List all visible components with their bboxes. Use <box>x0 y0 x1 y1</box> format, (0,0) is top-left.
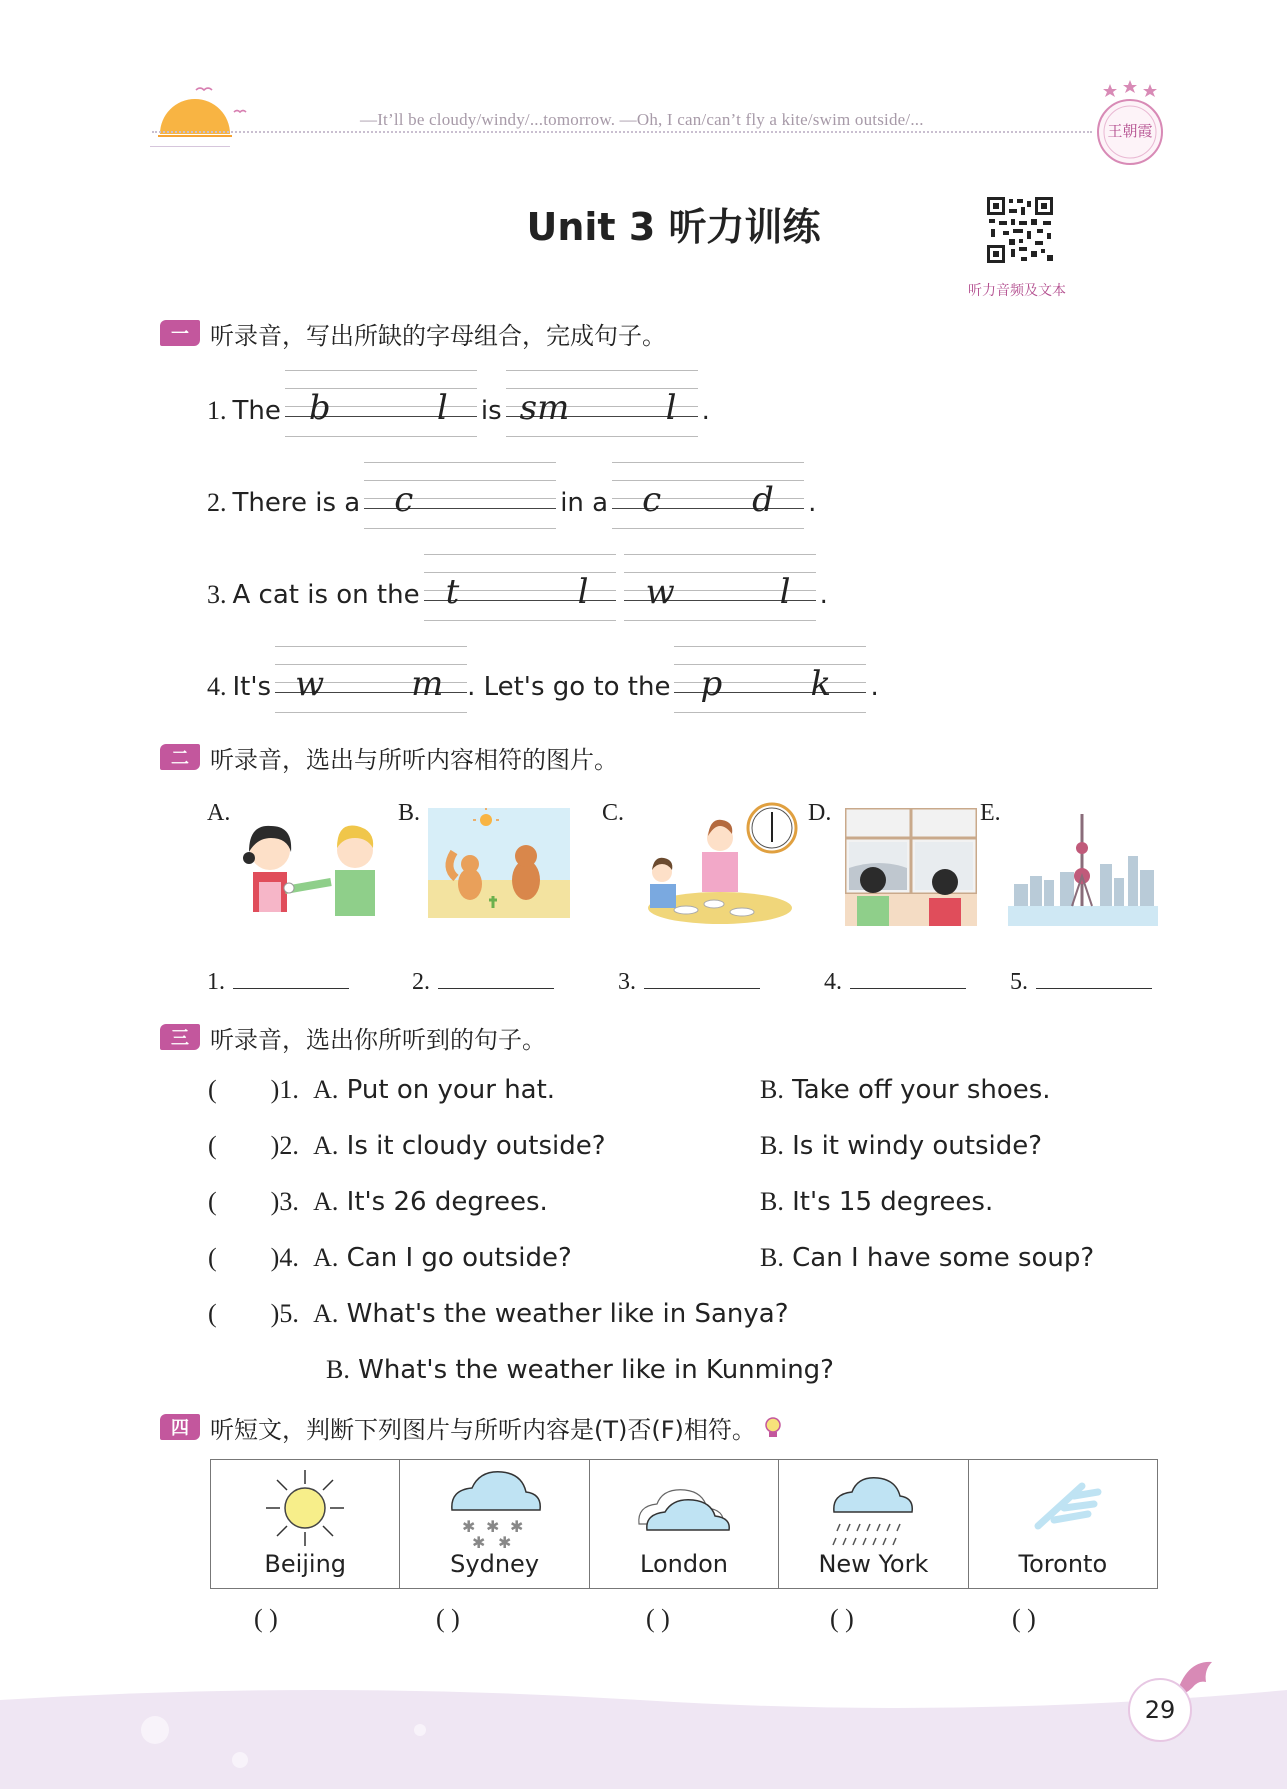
p1-text: There is a <box>232 488 361 518</box>
p1-text: . Let's go to the <box>467 672 671 702</box>
p1-period: . <box>819 580 828 610</box>
section-1-header <box>160 318 666 348</box>
birds-icon <box>190 82 250 122</box>
item-num: )2. <box>270 1131 299 1160</box>
section-1-badge: 一 <box>160 320 200 346</box>
picture-d-window-snow[interactable] <box>845 808 977 926</box>
answer-blank-5[interactable] <box>1010 966 1152 996</box>
p3-item-1 <box>208 1075 555 1105</box>
option-b-label: B. <box>760 1243 784 1272</box>
answer-num: 2. <box>412 969 430 995</box>
section-3-instruction: 听录音，选出你所听到的句子。 <box>210 1025 546 1054</box>
option-b-label: B. <box>760 1187 784 1216</box>
p1-text: The <box>232 396 281 426</box>
city-name: Sydney <box>450 1550 540 1578</box>
lightbulb-icon <box>762 1415 784 1439</box>
p3-item-4-b <box>760 1243 1094 1273</box>
p1-blank[interactable] <box>424 554 616 620</box>
option-a-label: A. <box>313 1243 339 1272</box>
svg-text:✱: ✱ <box>509 1517 524 1536</box>
city-name: London <box>640 1550 728 1578</box>
windy-icon <box>1008 1468 1118 1550</box>
p1-period: . <box>870 672 879 702</box>
option-b-label: B. <box>760 1075 784 1104</box>
paren-open[interactable]: ( <box>208 1075 217 1104</box>
p3-item-3-b <box>760 1187 993 1217</box>
p1-num: 3. <box>207 580 227 609</box>
svg-text:✱: ✱ <box>471 1533 486 1550</box>
p1-blank[interactable] <box>612 462 804 528</box>
city-name: Toronto <box>1018 1550 1108 1578</box>
option-b-label: B. <box>760 1131 784 1160</box>
item-num: )4. <box>270 1243 299 1272</box>
p3-item-4 <box>208 1243 572 1273</box>
pic-label-d: D. <box>808 800 832 826</box>
p3-item-2 <box>208 1131 606 1161</box>
weather-cell-sydney <box>400 1460 589 1588</box>
item-num: )5. <box>270 1299 299 1328</box>
option-a-label: A. <box>313 1075 339 1104</box>
answer-line[interactable] <box>850 966 966 989</box>
paren-open[interactable]: ( <box>208 1131 217 1160</box>
answer-line[interactable] <box>644 966 760 989</box>
handwritten-letter: l <box>436 388 448 428</box>
handwritten-letter: k <box>810 664 832 704</box>
answer-num: 1. <box>207 969 225 995</box>
snowy-icon <box>440 1468 550 1550</box>
cloudy-icon <box>629 1468 739 1550</box>
handwritten-letter: m <box>411 664 444 704</box>
sunny-icon <box>260 1468 350 1550</box>
city-name: New York <box>818 1550 929 1578</box>
weather-cell-beijing <box>211 1460 400 1588</box>
item-num: )3. <box>270 1187 299 1216</box>
paren-open[interactable]: ( <box>208 1187 217 1216</box>
option-a-text[interactable]: Put on your hat. <box>346 1075 556 1105</box>
p1-num: 4. <box>207 672 227 701</box>
header-dotted-line <box>152 131 1092 133</box>
qr-code[interactable] <box>985 195 1055 265</box>
header-motto: —It’ll be cloudy/windy/...tomorrow. —Oh, I can/can’t fly a kite/swim outside/... <box>360 110 924 129</box>
weather-table <box>210 1459 1158 1589</box>
handwritten-letter: l <box>779 572 791 612</box>
p1-period: . <box>701 396 710 426</box>
p1-blank[interactable] <box>275 646 467 712</box>
option-b-label: B. <box>326 1355 350 1384</box>
sun-water-line <box>150 146 230 147</box>
option-a-label: A. <box>313 1131 339 1160</box>
p1-sentence-1 <box>207 370 710 436</box>
p1-text: It's <box>232 672 272 702</box>
page-title: Unit 3 听力训练 <box>526 205 821 249</box>
paren-open[interactable]: ( <box>208 1243 217 1272</box>
section-4-instruction: 听短文，判断下列图片与所听内容是(T)否(F)相符。 <box>210 1415 756 1444</box>
handwritten-letter: w <box>295 664 325 704</box>
handwritten-letter: b <box>308 388 331 428</box>
weather-cell-new-york <box>779 1460 968 1588</box>
picture-a-children[interactable] <box>225 812 395 922</box>
p3-item-5 <box>208 1299 789 1329</box>
option-b-text[interactable]: It's 15 degrees. <box>792 1187 994 1217</box>
paren-open[interactable]: ( <box>208 1299 217 1328</box>
svg-text:✱: ✱ <box>485 1517 500 1536</box>
answer-blank-3[interactable] <box>618 966 760 996</box>
answer-num: 4. <box>824 969 842 995</box>
handwritten-letter: l <box>665 388 677 428</box>
option-b-text[interactable]: Is it windy outside? <box>792 1131 1043 1161</box>
weather-cell-toronto <box>969 1460 1157 1588</box>
p1-sentence-3 <box>207 554 828 620</box>
answer-blank-2[interactable] <box>412 966 554 996</box>
p1-blank[interactable] <box>364 462 556 528</box>
handwritten-letter: c <box>642 480 662 520</box>
p1-blank[interactable] <box>506 370 698 436</box>
answer-paren-1[interactable]: ( ) <box>254 1604 278 1633</box>
p1-period: . <box>808 488 817 518</box>
page-number: 29 <box>1128 1678 1192 1742</box>
p1-blank[interactable] <box>624 554 816 620</box>
pic-label-e: E. <box>980 800 1001 826</box>
city-name: Beijing <box>264 1550 347 1578</box>
section-2-badge: 二 <box>160 744 200 770</box>
picture-b-animals-sunny[interactable] <box>428 808 570 918</box>
brand-logo <box>1090 78 1170 170</box>
answer-num: 5. <box>1010 969 1028 995</box>
qr-caption: 听力音频及文本 <box>968 283 1066 299</box>
section-4-header <box>160 1412 784 1442</box>
option-a-text[interactable]: What's the weather like in Sanya? <box>346 1299 789 1329</box>
section-4-badge: 四 <box>160 1414 200 1440</box>
pic-label-c: C. <box>602 800 625 826</box>
p3-item-2-b <box>760 1131 1042 1161</box>
answer-paren-3[interactable]: ( ) <box>646 1604 670 1633</box>
pic-label-a: A. <box>207 800 231 826</box>
answer-blank-1[interactable] <box>207 966 349 996</box>
answer-blank-4[interactable] <box>824 966 966 996</box>
p1-num: 2. <box>207 488 227 517</box>
answer-num: 3. <box>618 969 636 995</box>
answer-line[interactable] <box>233 966 349 989</box>
p1-sentence-4 <box>207 646 879 712</box>
section-1-instruction: 听录音，写出所缺的字母组合，完成句子。 <box>210 321 666 350</box>
section-2-instruction: 听录音，选出与所听内容相符的图片。 <box>210 745 618 774</box>
answer-line[interactable] <box>438 966 554 989</box>
handwritten-letter: d <box>752 480 774 520</box>
item-num: )1. <box>270 1075 299 1104</box>
p1-text: A cat is on the <box>232 580 420 610</box>
answer-paren-2[interactable]: ( ) <box>436 1604 460 1633</box>
p3-item-5-b <box>326 1355 834 1385</box>
p1-blank[interactable] <box>674 646 866 712</box>
option-b-text[interactable]: Can I have some soup? <box>792 1243 1095 1273</box>
section-3-header <box>160 1022 546 1052</box>
picture-e-city-skyline[interactable] <box>1008 808 1158 926</box>
p1-text: is <box>480 396 502 426</box>
option-a-text[interactable]: It's 26 degrees. <box>346 1187 548 1217</box>
handwritten-letter: t <box>445 572 460 612</box>
rainy-icon <box>818 1468 928 1550</box>
handwritten-letter: c <box>394 480 414 520</box>
answer-paren-5[interactable]: ( ) <box>1012 1604 1036 1633</box>
pic-label-b: B. <box>398 800 421 826</box>
answer-line[interactable] <box>1036 966 1152 989</box>
p1-sentence-2 <box>207 462 816 528</box>
handwritten-letter: w <box>645 572 675 612</box>
p1-text: in a <box>560 488 609 518</box>
option-a-text[interactable]: Can I go outside? <box>346 1243 572 1273</box>
p3-item-1-b <box>760 1075 1051 1105</box>
handwritten-letter: l <box>577 572 589 612</box>
handwritten-letter: p <box>700 664 723 704</box>
picture-c-dinner-clock[interactable] <box>638 800 798 926</box>
p1-num: 1. <box>207 396 227 425</box>
footer-wave <box>0 1660 1287 1789</box>
section-3-badge: 三 <box>160 1024 200 1050</box>
handwritten-letter: sm <box>519 388 570 428</box>
svg-text:✱: ✱ <box>497 1533 512 1550</box>
svg-text:✱: ✱ <box>461 1517 476 1536</box>
option-a-text[interactable]: Is it cloudy outside? <box>346 1131 606 1161</box>
option-b-text[interactable]: What's the weather like in Kunming? <box>358 1355 834 1385</box>
logo-text: 王朝霞 <box>1107 122 1153 140</box>
option-a-label: A. <box>313 1187 339 1216</box>
option-b-text[interactable]: Take off your shoes. <box>792 1075 1051 1105</box>
section-2-header <box>160 742 618 772</box>
p1-blank[interactable] <box>285 370 477 436</box>
answer-paren-4[interactable]: ( ) <box>830 1604 854 1633</box>
p3-item-3 <box>208 1187 548 1217</box>
weather-cell-london <box>590 1460 779 1588</box>
option-a-label: A. <box>313 1299 339 1328</box>
